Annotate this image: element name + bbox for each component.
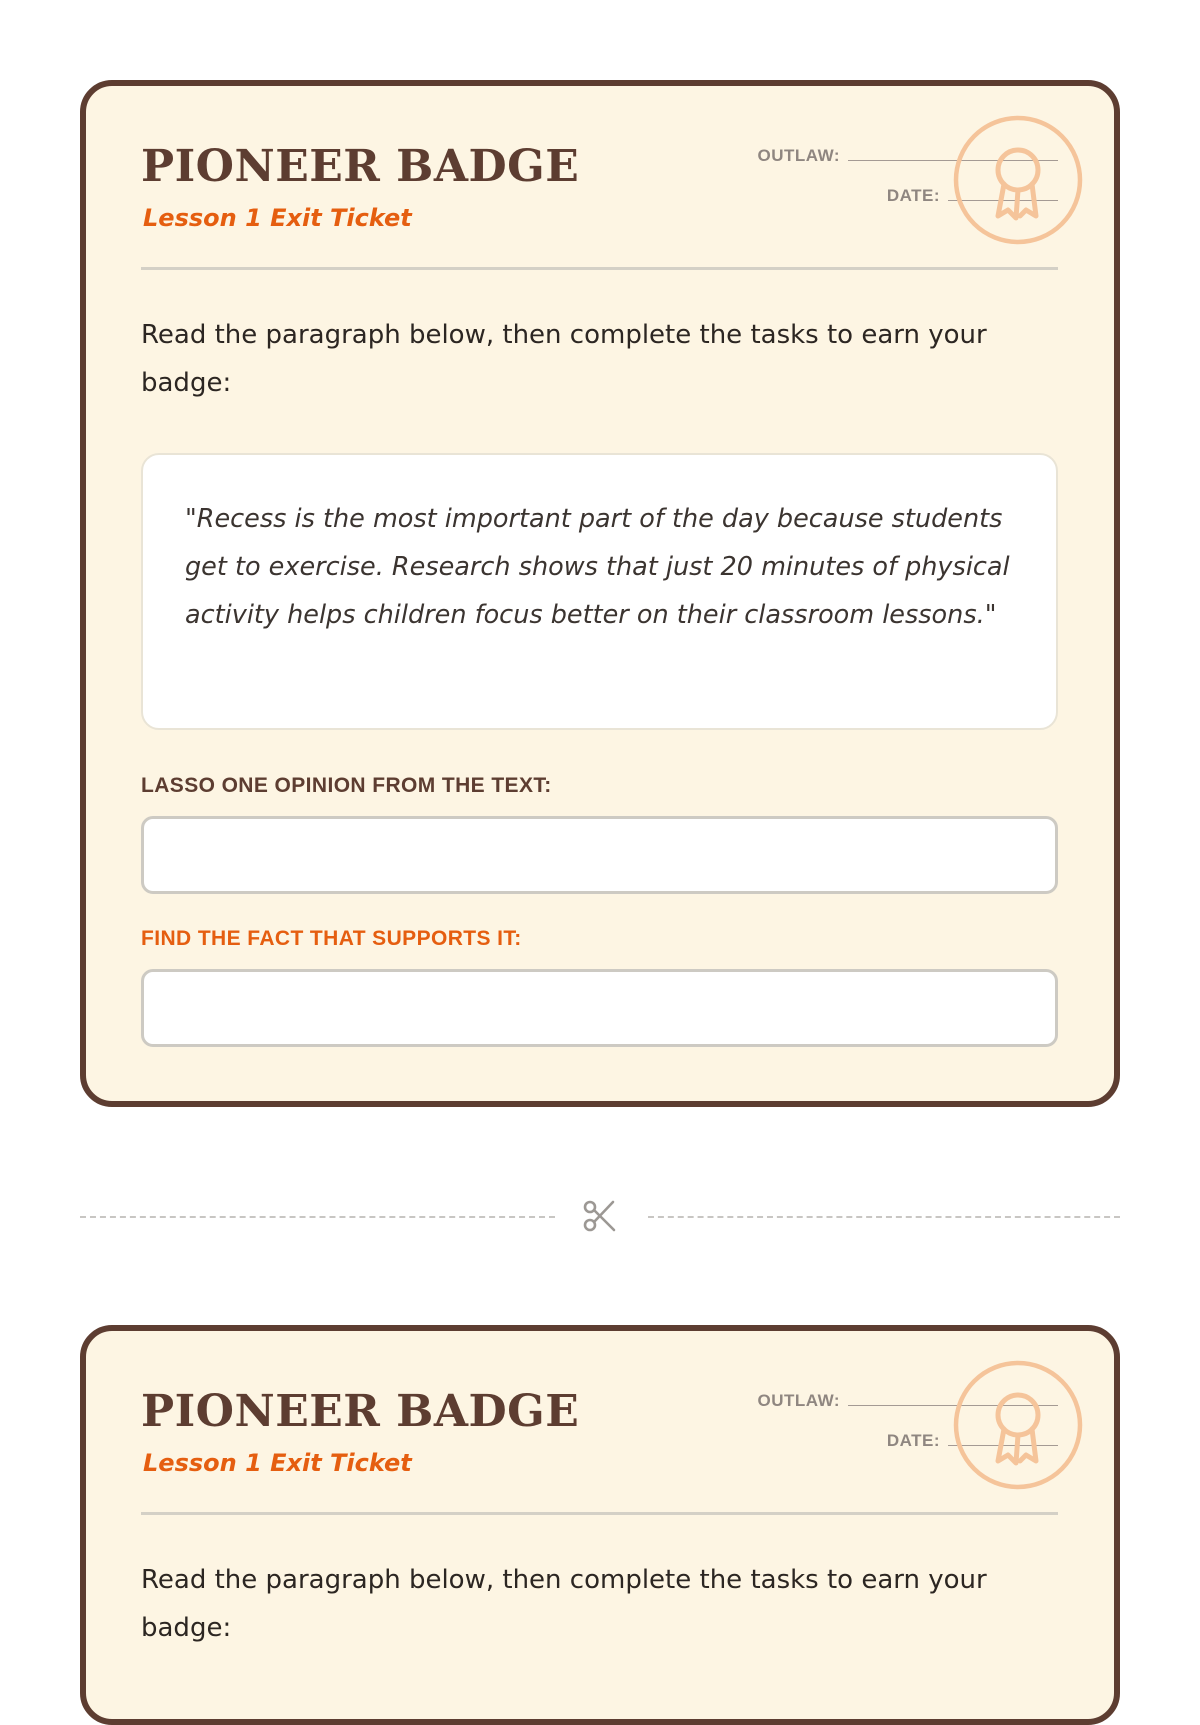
opinion-label: LASSO ONE OPINION FROM THE TEXT: — [141, 774, 552, 797]
cut-line — [80, 1198, 1120, 1238]
cut-dash-left — [80, 1216, 555, 1218]
outlaw-label: OUTLAW: — [757, 146, 840, 165]
ribbon-medal-icon — [950, 1357, 1086, 1493]
ticket-subtitle: Lesson 1 Exit Ticket — [143, 204, 412, 232]
cut-dash-right — [648, 1216, 1120, 1218]
header-divider — [141, 267, 1058, 270]
header-divider — [141, 1512, 1058, 1515]
exit-ticket-card — [80, 80, 1120, 1107]
fact-label: FIND THE FACT THAT SUPPORTS IT: — [141, 927, 522, 950]
exit-ticket-card — [80, 1325, 1120, 1725]
date-label: DATE: — [886, 186, 940, 205]
instructions-text: Read the paragraph below, then complete the tasks to earn your badge: — [141, 1565, 987, 1643]
date-label: DATE: — [886, 1431, 940, 1450]
ticket-subtitle: Lesson 1 Exit Ticket — [143, 1449, 412, 1477]
ticket-title: PIONEER BADGE — [141, 141, 580, 192]
quote-box — [141, 453, 1058, 730]
scissors-icon — [582, 1198, 618, 1234]
quote-paragraph: "Recess is the most important part of the day because students get to exercise. Research shows that just 20 minutes of physical activity helps children focus better on their classroom lessons." — [185, 504, 1010, 630]
outlaw-label: OUTLAW: — [757, 1391, 840, 1410]
ribbon-medal-icon — [950, 112, 1086, 248]
fact-answer-field[interactable] — [141, 969, 1058, 1047]
instructions-text: Read the paragraph below, then complete the tasks to earn your badge: — [141, 320, 987, 398]
ticket-title: PIONEER BADGE — [141, 1386, 580, 1437]
opinion-answer-field[interactable] — [141, 816, 1058, 894]
